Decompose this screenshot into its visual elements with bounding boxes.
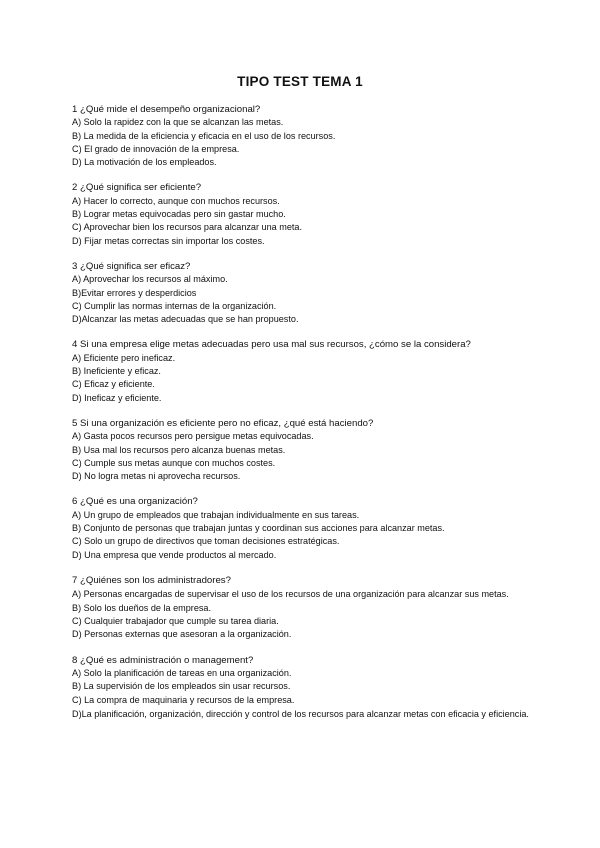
option-b: B) Conjunto de personas que trabajan juntas y coordinan sus acciones para alcanzar metas.: [72, 523, 445, 534]
option-c: C) La compra de maquinaria y recursos de la empresa.: [72, 694, 295, 705]
option-d: D) La motivación de los empleados.: [72, 157, 217, 168]
question-1: [72, 103, 532, 169]
option-c: C) Eficaz y eficiente.: [72, 379, 155, 390]
option-a: A) Gasta pocos recursos pero persigue metas equivocadas.: [72, 431, 314, 442]
question-8: [72, 654, 532, 722]
question-text: 4 Si una empresa elige metas adecuadas pero usa mal sus recursos, ¿cómo se la considera?: [72, 339, 471, 351]
option-b: B) Ineficiente y eficaz.: [72, 366, 161, 377]
question-text: 3 ¿Qué significa ser eficaz?: [72, 260, 191, 272]
option-b: B) Lograr metas equivocadas pero sin gastar mucho.: [72, 209, 286, 220]
option-c: C) Cumplir las normas internas de la organización.: [72, 300, 277, 311]
option-c: C) Aprovechar bien los recursos para alcanzar una meta.: [72, 222, 302, 233]
option-a: A) Personas encargadas de supervisar el uso de los recursos de una organización para alcanzar sus metas.: [72, 589, 509, 600]
option-a: A) Hacer lo correcto, aunque con muchos recursos.: [72, 195, 280, 206]
option-a: A) Solo la rapidez con la que se alcanzan las metas.: [72, 117, 284, 128]
question-3: [72, 260, 532, 326]
question-text: 1 ¿Qué mide el desempeño organizacional?: [72, 104, 261, 115]
question-4: [72, 338, 532, 404]
option-b: B) La medida de la eficiencia y eficacia en el uso de los recursos.: [72, 130, 336, 141]
option-d: D)La planificación, organización, dirección y control de los recursos para alcanzar metas con eficacia y eficiencia.: [72, 708, 529, 719]
option-c: C) Cumple sus metas aunque con muchos costes.: [72, 457, 276, 468]
option-c: C) El grado de innovación de la empresa.: [72, 143, 240, 154]
option-c: C) Cualquier trabajador que cumple su tarea diaria.: [72, 616, 279, 627]
option-a: A) Aprovechar los recursos al máximo.: [72, 274, 228, 285]
question-2: [72, 181, 532, 247]
option-d: D)Alcanzar las metas adecuadas que se han propuesto.: [72, 314, 299, 325]
option-d: D) Fijar metas correctas sin importar los costes.: [72, 235, 265, 246]
document-title: TIPO TEST TEMA 1: [237, 74, 363, 89]
question-text: 8 ¿Qué es administración o management?: [72, 654, 254, 666]
question-text: 7 ¿Quiénes son los administradores?: [72, 574, 231, 586]
option-a: A) Solo la planificación de tareas en una organización.: [72, 667, 292, 678]
option-c: C) Solo un grupo de directivos que toman decisiones estratégicas.: [72, 536, 340, 547]
option-b: B) Usa mal los recursos pero alcanza buenas metas.: [72, 444, 286, 455]
option-a: A) Un grupo de empleados que trabajan individualmente en sus tareas.: [72, 509, 360, 520]
option-d: D) Una empresa que vende productos al mercado.: [72, 549, 277, 560]
option-d: D) No logra metas ni aprovecha recursos.: [72, 471, 241, 482]
option-d: D) Ineficaz y eficiente.: [72, 392, 162, 403]
question-list: [72, 103, 532, 733]
option-b: B) Solo los dueños de la empresa.: [72, 602, 212, 613]
question-text: 5 Si una organización es eficiente pero no eficaz, ¿qué está haciendo?: [72, 417, 374, 429]
question-5: [72, 417, 532, 483]
question-text: 2 ¿Qué significa ser eficiente?: [72, 182, 202, 194]
question-text: 6 ¿Qué es una organización?: [72, 496, 198, 508]
option-b: B) La supervisión de los empleados sin usar recursos.: [72, 681, 291, 692]
option-b: B)Evitar errores y desperdicios: [72, 287, 197, 298]
question-7: [72, 574, 532, 642]
question-6: [72, 495, 532, 561]
option-d: D) Personas externas que asesoran a la organización.: [72, 629, 292, 640]
option-a: A) Eficiente pero ineficaz.: [72, 352, 176, 363]
